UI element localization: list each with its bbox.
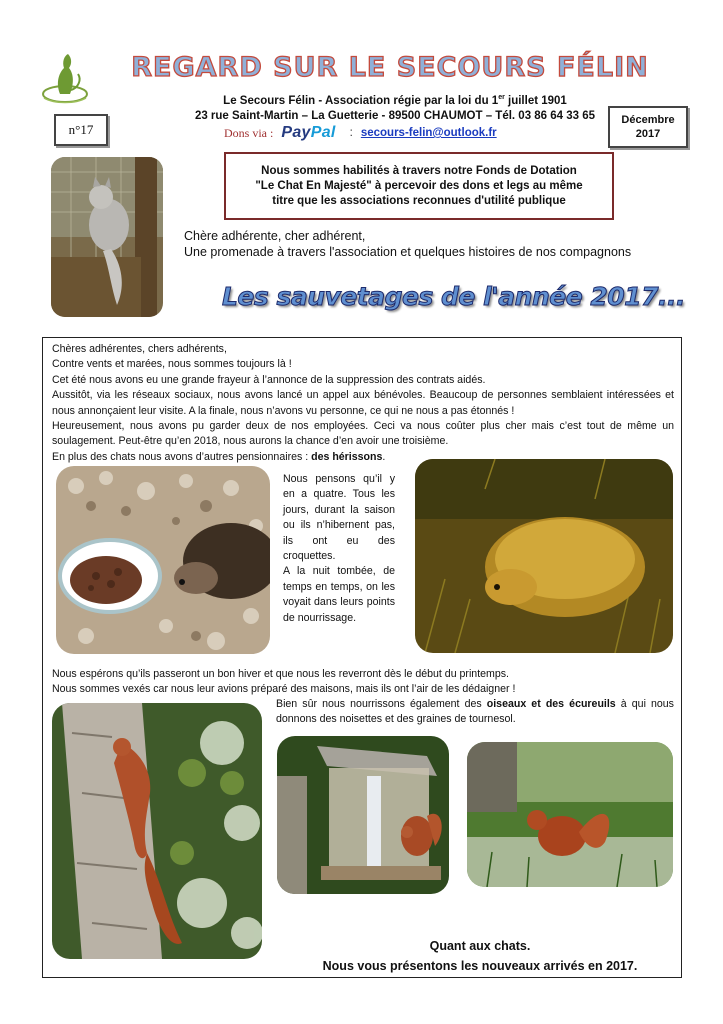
paragraph: A la nuit tombée, de temps en temps, on les voyait dans leurs points de nourrissage. [283, 565, 395, 624]
association-sup: er [498, 94, 505, 101]
paragraph: Nous espérons qu’ils passeront un bon hiver et que nous les reverront dès le début du printemps. [52, 668, 509, 680]
association-text: Le Secours Félin - Association régie par la loi du 1 [223, 94, 499, 107]
date-month: Décembre [621, 114, 675, 126]
date-year: 2017 [635, 128, 661, 140]
closing-line: Nous vous présentons les nouveaux arrivés en 2017. [322, 959, 638, 973]
closing-line: Quant aux chats. [429, 939, 531, 953]
hopes-block [52, 667, 674, 698]
article-intro [52, 342, 674, 465]
paragraph-text: . [382, 450, 386, 463]
highlight-birds-squirrels: oiseaux et des écureuils [486, 698, 616, 710]
paragraph: Nous pensons qu’il y en a quatre. Tous les jours, durant la saison ou ils n’hibernent pas, ils ont eu des croquettes. [283, 473, 395, 563]
cat-photo [51, 157, 163, 317]
notice-box [224, 152, 614, 220]
paragraph: Heureusement, nous avons pu garder deux de nos employées. Ceci va nous coûter plus cher mais c’est tout de même un soulagement. Peut-être qu’en 2018, nous aurons la chance d’en avoir une troisième. [52, 420, 674, 448]
section-title: Les sauvetages de l'année 2017... [222, 282, 685, 311]
association-text-end: juillet 1901 [504, 94, 567, 107]
notice-line: "Le Chat En Majesté" à percevoir des dons et legs au même [255, 179, 583, 192]
hedgehog-text [283, 472, 395, 626]
paragraph-text: Bien sûr nous nourrissons également des [276, 698, 487, 710]
greeting-line: Chère adhérente, cher adhérent, [184, 229, 366, 243]
paragraph-text: En plus des chats nous avons d’autres pensionnaires : [52, 450, 312, 463]
notice-line: Nous sommes habilités à travers notre Fonds de Dotation [261, 164, 577, 177]
paypal-logo-pal: Pal [310, 124, 336, 141]
notice-line: titre que les associations reconnues d'utilité publique [272, 194, 566, 207]
separator-colon: : [349, 127, 353, 139]
paragraph: Contre vents et marées, nous sommes toujours là ! [52, 358, 292, 371]
closing-text [280, 936, 680, 976]
paragraph: Aussitôt, via les réseaux sociaux, nous avons lancé un appel aux bénévoles. Beaucoup de personnes semblaient intéressées et nous annonçaient leur visite. A la finale, nous n’avons vu personne, ce qui ne nous a pas étonnés ! [52, 389, 674, 417]
highlight-hedgehogs: des hérissons [311, 450, 383, 463]
association-info [170, 94, 620, 107]
paragraph: Nous sommes vexés car nous leur avions préparé des maisons, mais ils ont l’air de les dédaigner ! [52, 683, 516, 696]
donation-row [224, 124, 624, 142]
paragraph-text: à qui nous donnons des noisettes et des graines de tournesol. [276, 698, 674, 726]
paypal-logo[interactable] [281, 124, 335, 142]
issue-number-box: n°17 [54, 114, 108, 146]
squirrel-feeder-photo [277, 736, 449, 894]
squirrel-grass-photo [467, 742, 673, 887]
paragraph [276, 697, 674, 728]
paypal-logo-pay: Pay [281, 124, 311, 141]
hedgehog-grass-photo [415, 459, 673, 653]
email-link[interactable]: secours-felin@outlook.fr [360, 127, 497, 139]
donation-label: Dons via : [224, 125, 274, 140]
address-line: 23 rue Saint-Martin – La Guetterie - 89500 CHAUMOT – Tél. 03 86 64 33 65 [194, 110, 596, 122]
paragraph: Chères adhérentes, chers adhérents, [52, 343, 227, 355]
page-title: REGARD SUR LE SECOURS FÉLIN [131, 52, 649, 83]
feeding-text [276, 697, 674, 728]
paragraph: Cet été nous avons eu une grande frayeur à l’annonce de la suppression des contrats aidés. [52, 373, 486, 386]
cat-logo-icon [38, 50, 92, 106]
squirrel-tree-photo [52, 703, 262, 959]
greeting [184, 228, 631, 260]
hedgehog-bowl-photo [56, 466, 270, 654]
greeting-line: Une promenade à travers l'association et quelques histoires de nos compagnons [184, 245, 632, 259]
